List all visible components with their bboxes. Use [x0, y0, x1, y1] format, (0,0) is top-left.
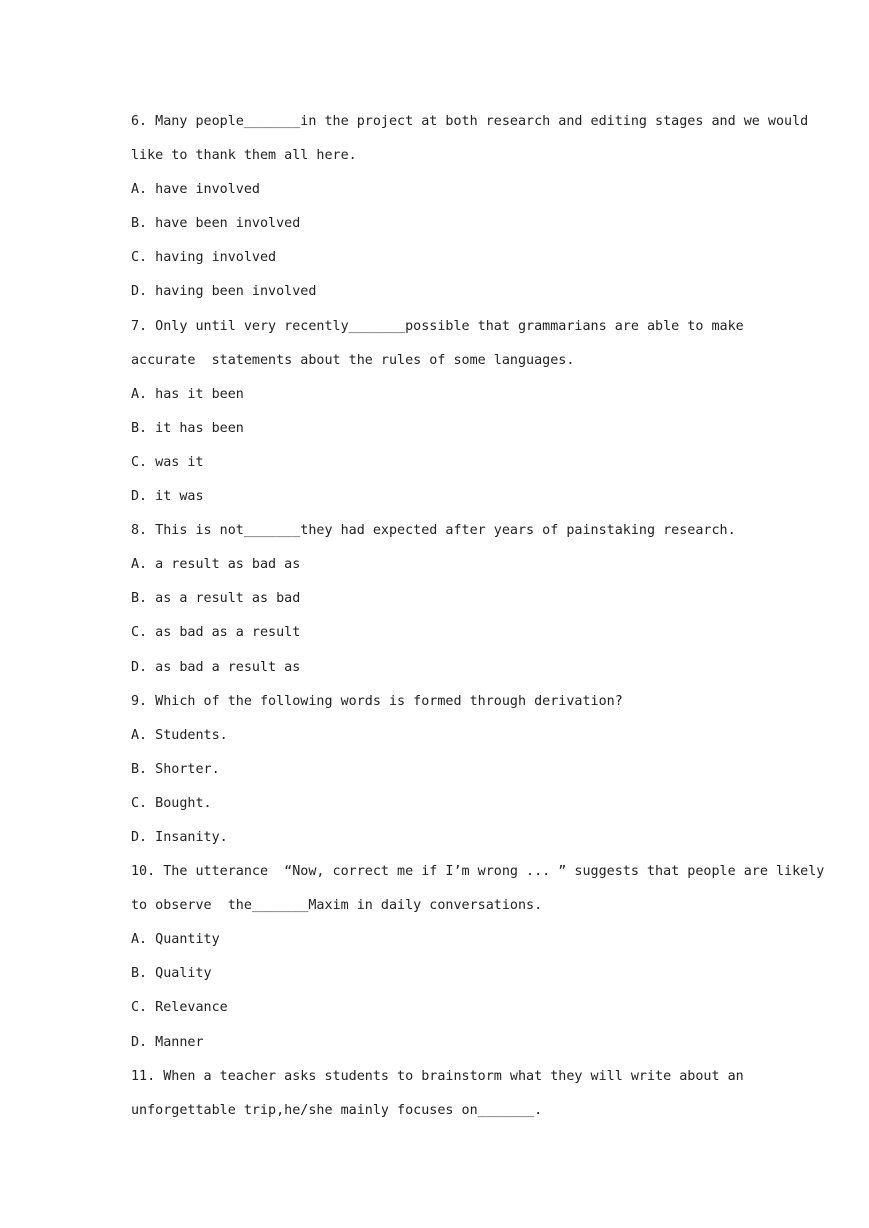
question-stem-line: 11. When a teacher asks students to brainstorm what they will write about an	[131, 1068, 744, 1084]
option-b: B. Quality	[131, 966, 212, 982]
question-stem-line: 10. The utterance “Now, correct me if I’m wrong ... ” suggests that people are likely	[131, 864, 825, 880]
option-b: B. as a result as bad	[131, 591, 301, 607]
question-stem-line: 9. Which of the following words is formed through derivation?	[131, 693, 623, 709]
option-d: D. having been involved	[131, 284, 317, 300]
option-a: A. has it been	[131, 386, 244, 402]
option-d: D. Insanity.	[131, 829, 228, 845]
option-a: A. Quantity	[131, 932, 220, 948]
question-list	[131, 105, 825, 1128]
option-c: C. Relevance	[131, 1000, 228, 1016]
option-a: A. have involved	[131, 182, 260, 198]
option-c: C. was it	[131, 454, 204, 470]
question-11	[131, 1060, 744, 1128]
question-stem-line: 8. This is not_______they had expected after years of painstaking research.	[131, 523, 736, 539]
question-stem-line: unforgettable trip,he/she mainly focuses on_______.	[131, 1102, 543, 1118]
option-c: C. having involved	[131, 250, 277, 266]
question-stem-line: accurate statements about the rules of some languages.	[131, 352, 575, 368]
question-6	[131, 105, 809, 310]
option-d: D. as bad a result as	[131, 659, 301, 675]
question-stem-line: like to thank them all here.	[131, 148, 357, 164]
option-d: D. Manner	[131, 1034, 204, 1050]
question-stem-line: to observe the_______Maxim in daily conversations.	[131, 898, 543, 914]
option-b: B. it has been	[131, 420, 244, 436]
option-a: A. Students.	[131, 727, 228, 743]
question-stem-line: 6. Many people_______in the project at both research and editing stages and we would	[131, 114, 809, 129]
option-c: C. Bought.	[131, 795, 212, 811]
option-d: D. it was	[131, 489, 204, 505]
question-10	[131, 855, 825, 1060]
question-8	[131, 514, 737, 684]
option-b: B. Shorter.	[131, 761, 220, 777]
question-7	[131, 310, 744, 515]
option-c: C. as bad as a result	[131, 625, 301, 641]
option-a: A. a result as bad as	[131, 557, 301, 573]
question-9	[131, 685, 737, 855]
question-stem-line: 7. Only until very recently_______possible that grammarians are able to make	[131, 318, 744, 334]
option-b: B. have been involved	[131, 216, 301, 232]
